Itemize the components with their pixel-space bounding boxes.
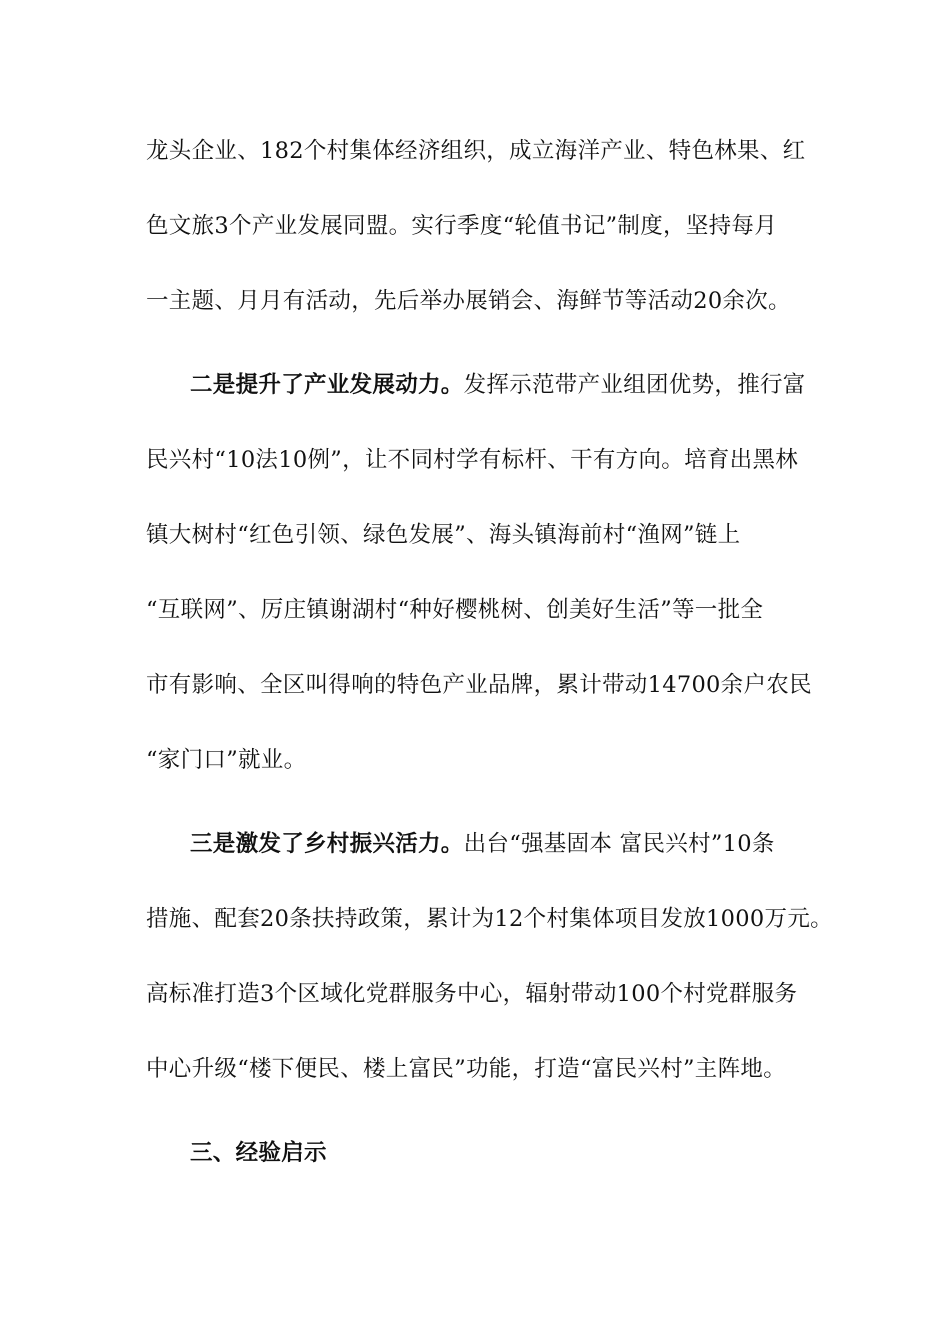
paragraph-2-line-4: “互联网”、厉庄镇谢湖村“种好樱桃树、创美好生活”等一批全 [146,597,764,623]
paragraph-3-line-1 [190,829,775,859]
paragraph-3-line-2: 措施、配套20条扶持政策，累计为12个村集体项目发放1000万元。 [146,906,833,932]
paragraph-1-line-2: 色文旅3个产业发展同盟。实行季度“轮值书记”制度，坚持每月 [146,213,778,239]
paragraph-2-line-6: “家门口”就业。 [146,747,307,773]
paragraph-2-lead: 二是提升了产业发展动力。 [190,372,464,398]
paragraph-1-line-1: 龙头企业、182个村集体经济组织，成立海洋产业、特色林果、红 [146,138,806,164]
paragraph-1-line-3: 一主题、月月有活动，先后举办展销会、海鲜节等活动20余次。 [146,288,791,314]
paragraph-3-line-4: 中心升级“楼下便民、楼上富民”功能，打造“富民兴村”主阵地。 [146,1056,787,1082]
paragraph-3-line-3: 高标准打造3个区域化党群服务中心，辐射带动100个村党群服务 [146,981,798,1007]
paragraph-2-line-3: 镇大树村“红色引领、绿色发展”、海头镇海前村“渔网”链上 [146,522,741,548]
paragraph-2-line-1 [190,370,806,400]
paragraph-2-line-5: 市有影响、全区叫得响的特色产业品牌，累计带动14700余户农民 [146,672,812,698]
paragraph-3-first-line-text: 出台“强基固本 富民兴村”10条 [463,831,775,857]
paragraph-3-lead: 三是激发了乡村振兴活力。 [190,831,464,857]
paragraph-2-first-line-text: 发挥示范带产业组团优势，推行富 [463,372,806,398]
paragraph-2-line-2: 民兴村“10法10例”，让不同村学有标杆、干有方向。培育出黑林 [146,447,799,473]
section-heading: 三、经验启示 [190,1140,327,1166]
